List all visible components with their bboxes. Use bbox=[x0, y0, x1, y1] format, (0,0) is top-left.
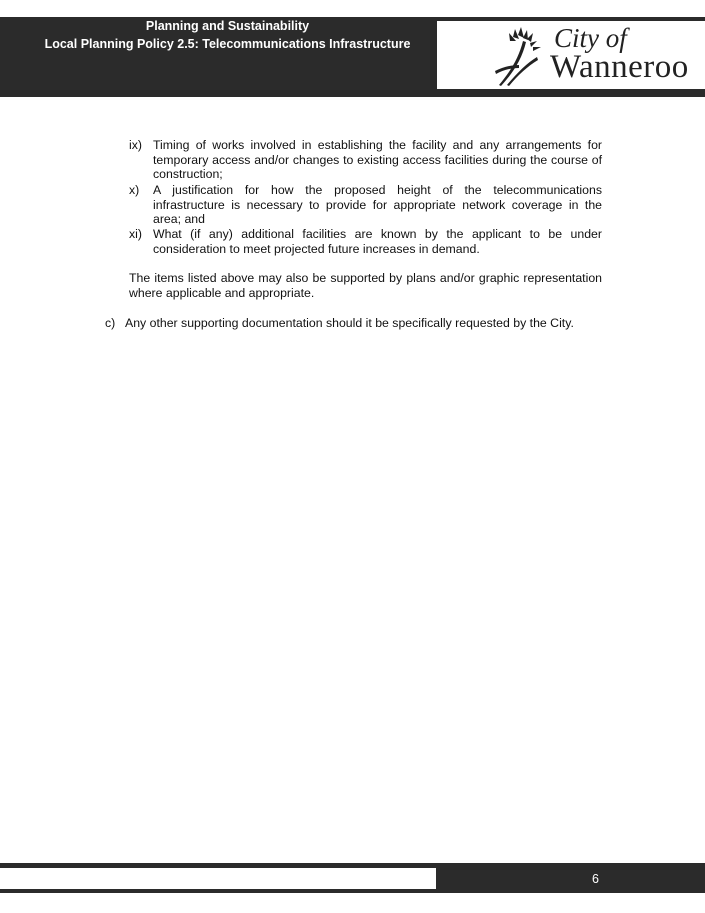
supporting-paragraph: The items listed above may also be supported by plans and/or graphic representation where applicable and appropriate. bbox=[129, 271, 602, 300]
header-line-2: Local Planning Policy 2.5: Telecommunications Infrastructure bbox=[44, 37, 411, 51]
page-number: 6 bbox=[592, 872, 599, 886]
header-title-block bbox=[0, 17, 455, 53]
list-item-number: xi) bbox=[129, 227, 142, 241]
logo-city-text: City of bbox=[554, 23, 627, 53]
list-item-text: Any other supporting documentation should it be specifically requested by the City. bbox=[125, 316, 574, 330]
list-item-number: ix) bbox=[129, 138, 142, 152]
footer-panel bbox=[0, 868, 436, 889]
header-line-1: Planning and Sustainability bbox=[145, 19, 310, 33]
kangaroo-paw-icon bbox=[493, 27, 551, 87]
list-item-text: A justification for how the proposed height of the telecommunications infrastructure is necessary to provide for appropriate network coverage in the area; and bbox=[153, 183, 602, 227]
list-item-number: x) bbox=[129, 183, 140, 197]
list-item-text: What (if any) additional facilities are known by the applicant to be under consideration to meet projected future increases in demand. bbox=[153, 227, 602, 256]
city-logo bbox=[437, 21, 705, 89]
list-item-text: Timing of works involved in establishing the facility and any arrangements for temporary access and/or changes to existing access facilities during the course of construction; bbox=[153, 138, 602, 182]
list-item-number: c) bbox=[105, 316, 116, 330]
logo-name-text: Wanneroo bbox=[550, 49, 689, 85]
